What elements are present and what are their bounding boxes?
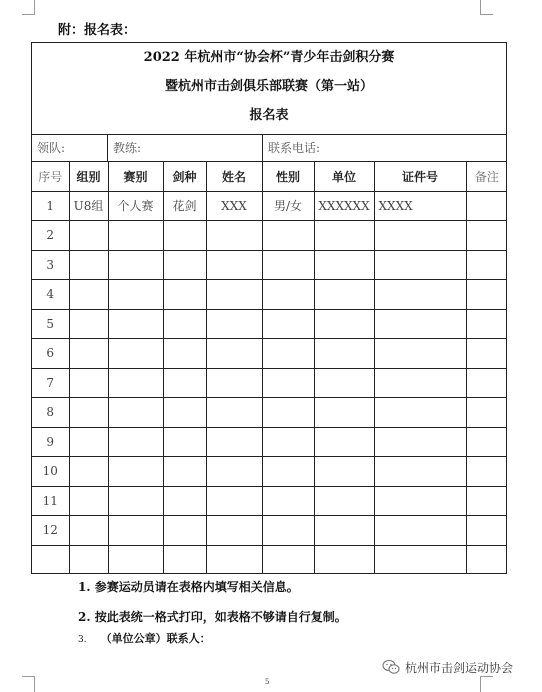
table-row — [32, 516, 507, 546]
table-row — [32, 280, 507, 310]
id-number-cell — [374, 457, 466, 487]
note-3-number: 3. — [78, 635, 87, 645]
unit-cell — [314, 221, 374, 251]
group-header: 组别 — [69, 162, 108, 192]
id-number-cell — [374, 427, 466, 457]
weapon-cell — [163, 339, 206, 369]
gender-cell — [262, 398, 314, 428]
unit-cell — [314, 280, 374, 310]
group-cell: U8组 — [69, 191, 108, 221]
remarks-cell — [466, 339, 507, 369]
unit-cell — [314, 427, 374, 457]
unit-cell — [314, 398, 374, 428]
remarks-cell — [466, 191, 507, 221]
unit-cell — [314, 516, 374, 546]
note-1: 1. 参赛运动员请在表格内填写相关信息。 — [78, 580, 299, 594]
form-title-line1: 2022 年杭州市“协会杯”青少年击剑积分赛 — [143, 50, 395, 65]
event-cell — [108, 280, 163, 310]
weapon-cell — [163, 398, 206, 428]
crop-mark-bottom-left — [22, 676, 35, 692]
watermark-text: 杭州市击剑运动协会 — [405, 660, 514, 675]
table-row — [32, 545, 507, 574]
id-number-cell — [374, 368, 466, 398]
weapon-cell — [163, 309, 206, 339]
gender-cell: 男/女 — [262, 191, 314, 221]
weapon-cell — [163, 221, 206, 251]
table-row — [32, 457, 507, 487]
id-number-cell: XXXX — [374, 191, 466, 221]
table-body — [32, 191, 507, 574]
weapon-cell: 花剑 — [163, 191, 206, 221]
form-title-line3: 报名表 — [249, 108, 289, 123]
weapon-cell — [163, 516, 206, 546]
name-cell — [206, 250, 262, 280]
gender-cell — [262, 309, 314, 339]
name-cell — [206, 427, 262, 457]
unit-cell — [314, 486, 374, 516]
remarks-cell — [466, 516, 507, 546]
id-number-cell — [374, 398, 466, 428]
id-number-cell — [374, 280, 466, 310]
event-cell — [108, 339, 163, 369]
watermark — [382, 658, 513, 676]
event-cell — [108, 427, 163, 457]
seq-cell: 9 — [32, 427, 69, 457]
name-cell: XXX — [206, 191, 262, 221]
event-header: 赛别 — [108, 162, 163, 192]
group-cell — [69, 457, 108, 487]
weapon-cell — [163, 486, 206, 516]
table-header-row — [32, 162, 507, 192]
name-cell — [206, 309, 262, 339]
event-cell — [108, 545, 163, 574]
seq-cell: 1 — [32, 191, 69, 221]
event-cell — [108, 309, 163, 339]
name-cell — [206, 221, 262, 251]
contact-row — [32, 134, 506, 161]
name-cell — [206, 545, 262, 574]
event-cell — [108, 368, 163, 398]
id-number-cell — [374, 221, 466, 251]
table-row — [32, 427, 507, 457]
weapon-header: 剑种 — [163, 162, 206, 192]
name-cell — [206, 457, 262, 487]
wechat-icon — [382, 659, 400, 675]
gender-cell — [262, 339, 314, 369]
remarks-cell — [466, 545, 507, 574]
note-3 — [78, 630, 211, 646]
table-row — [32, 191, 507, 221]
name-cell — [206, 368, 262, 398]
table-row — [32, 486, 507, 516]
id-number-cell — [374, 339, 466, 369]
weapon-cell — [163, 250, 206, 280]
event-cell: 个人赛 — [108, 191, 163, 221]
weapon-cell — [163, 545, 206, 574]
group-cell — [69, 280, 108, 310]
unit-cell — [314, 250, 374, 280]
note-3-text: （单位公章）联系人： — [100, 632, 211, 645]
remarks-cell — [466, 486, 507, 516]
group-cell — [69, 221, 108, 251]
group-cell — [69, 486, 108, 516]
group-cell — [69, 309, 108, 339]
note-2: 2. 按此表统一格式打印，如表格不够请自行复制。 — [78, 610, 347, 624]
seq-cell: 11 — [32, 486, 69, 516]
remarks-cell — [466, 250, 507, 280]
table-row — [32, 368, 507, 398]
gender-cell — [262, 280, 314, 310]
event-cell — [108, 221, 163, 251]
gender-cell — [262, 457, 314, 487]
group-cell — [69, 250, 108, 280]
group-cell — [69, 545, 108, 574]
gender-header: 性别 — [262, 162, 314, 192]
id-number-cell — [374, 309, 466, 339]
weapon-cell — [163, 280, 206, 310]
seq-cell: 8 — [32, 398, 69, 428]
seq-cell: 12 — [32, 516, 69, 546]
event-cell — [108, 398, 163, 428]
crop-mark-bottom-right — [480, 676, 493, 692]
seq-cell: 5 — [32, 309, 69, 339]
remarks-cell — [466, 221, 507, 251]
id-number-cell — [374, 486, 466, 516]
name-cell — [206, 280, 262, 310]
event-cell — [108, 516, 163, 546]
id-number-cell — [374, 545, 466, 574]
group-cell — [69, 339, 108, 369]
name-cell — [206, 516, 262, 546]
name-cell — [206, 398, 262, 428]
gender-cell — [262, 516, 314, 546]
page-number: 5 — [265, 678, 270, 686]
seq-cell: 4 — [32, 280, 69, 310]
unit-header: 单位 — [314, 162, 374, 192]
group-cell — [69, 427, 108, 457]
unit-cell — [314, 545, 374, 574]
seq-cell: 6 — [32, 339, 69, 369]
table-row — [32, 221, 507, 251]
table-row — [32, 398, 507, 428]
gender-cell — [262, 427, 314, 457]
weapon-cell — [163, 427, 206, 457]
group-cell — [69, 398, 108, 428]
gender-cell — [262, 221, 314, 251]
form-title-line2: 暨杭州市击剑俱乐部联赛（第一站） — [164, 79, 373, 94]
attachment-label: 附：报名表： — [58, 23, 137, 38]
gender-cell — [262, 368, 314, 398]
group-cell — [69, 516, 108, 546]
crop-mark-top-right — [480, 0, 493, 15]
group-cell — [69, 368, 108, 398]
unit-cell — [314, 309, 374, 339]
table-row — [32, 339, 507, 369]
remarks-cell — [466, 457, 507, 487]
name-cell — [206, 339, 262, 369]
weapon-cell — [163, 368, 206, 398]
weapon-cell — [163, 457, 206, 487]
seq-cell: 2 — [32, 221, 69, 251]
unit-cell: XXXXXX — [314, 191, 374, 221]
remarks-header: 备注 — [466, 162, 507, 192]
registration-table — [32, 161, 507, 574]
gender-cell — [262, 486, 314, 516]
event-cell — [108, 486, 163, 516]
seq-cell: 3 — [32, 250, 69, 280]
unit-cell — [314, 368, 374, 398]
table-row — [32, 309, 507, 339]
unit-cell — [314, 457, 374, 487]
registration-form — [31, 42, 507, 574]
id-number-header: 证件号 — [374, 162, 466, 192]
seq-header: 序号 — [32, 162, 69, 192]
coach-label: 教练: — [108, 135, 263, 161]
seq-cell: 7 — [32, 368, 69, 398]
event-cell — [108, 457, 163, 487]
name-header: 姓名 — [206, 162, 262, 192]
remarks-cell — [466, 309, 507, 339]
id-number-cell — [374, 250, 466, 280]
remarks-cell — [466, 280, 507, 310]
table-row — [32, 250, 507, 280]
event-cell — [108, 250, 163, 280]
gender-cell — [262, 545, 314, 574]
phone-label: 联系电话: — [268, 141, 321, 155]
leader-label: 领队: — [32, 135, 108, 161]
name-cell — [206, 486, 262, 516]
seq-cell — [32, 545, 69, 574]
gender-cell — [262, 250, 314, 280]
crop-mark-top-left — [22, 0, 35, 15]
seq-cell: 10 — [32, 457, 69, 487]
remarks-cell — [466, 427, 507, 457]
id-number-cell — [374, 516, 466, 546]
unit-cell — [314, 339, 374, 369]
remarks-cell — [466, 368, 507, 398]
remarks-cell — [466, 398, 507, 428]
